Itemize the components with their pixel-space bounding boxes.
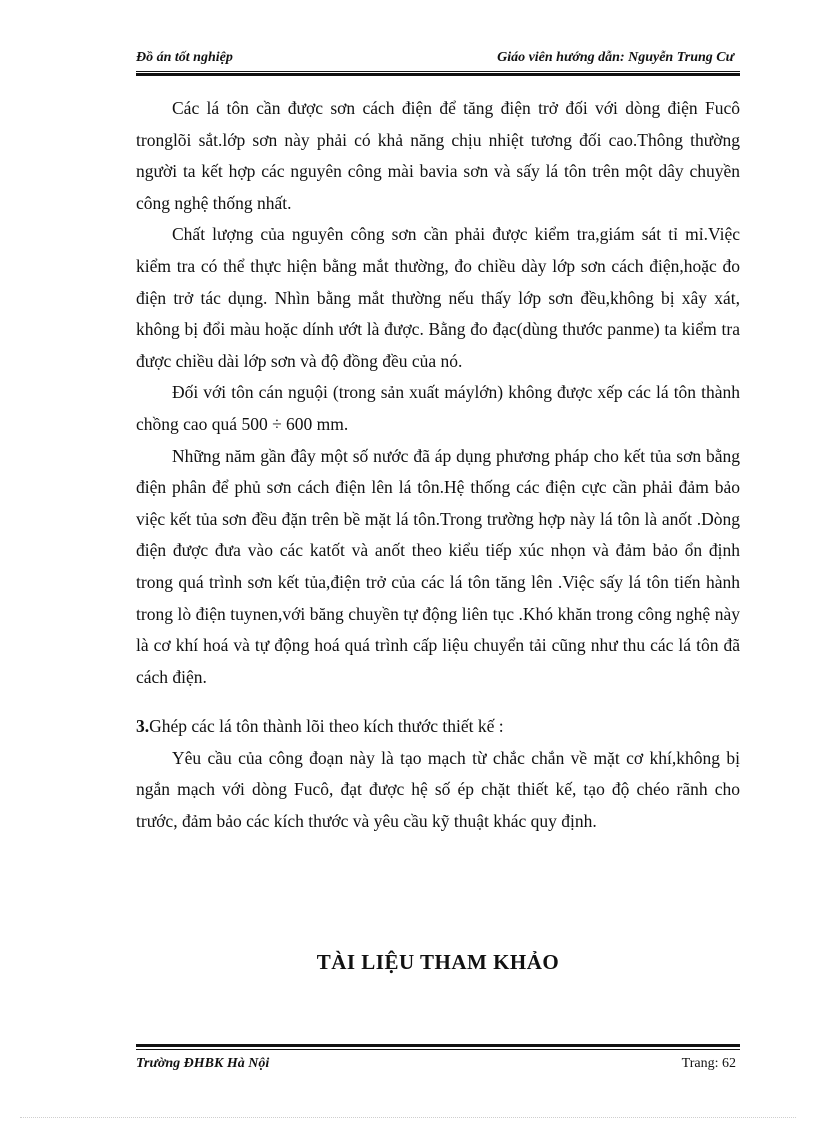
paragraph-2: Chất lượng của nguyên công sơn cần phải được kiểm tra,giám sát tỉ mỉ.Việc kiểm tra có thể thực hiện bằng mắt thường, đo chiều dày lớp sơn cách điện,hoặc đo điện trở tác dụng. Nhìn bằng mắt thường nếu thấy lớp sơn đều,không bị xây xát, không bị đổi màu hoặc dính ướt là được. Bằng đo đạc(dùng thước panme) ta kiểm tra được chiều dài lớp sơn và độ đồng đều của nó. — [136, 224, 740, 371]
section-title: Ghép các lá tôn thành lõi theo kích thước thiết kế : — [149, 716, 504, 737]
document-body — [136, 93, 740, 838]
header-project-title: Đồ án tốt nghiệp — [136, 50, 233, 65]
paragraph-3: Đối với tôn cán nguội (trong sản xuất máylớn) không được xếp các lá tôn thành chồng cao quá 500 ÷ 600 mm. — [136, 382, 740, 434]
footer-rule-thick — [136, 1044, 740, 1047]
section-number: 3. — [136, 716, 150, 737]
header-rule-thin — [136, 71, 740, 72]
paragraph-1: Các lá tôn cần được sơn cách điện để tăng điện trở đối với dòng điện Fucô tronglõi sắt.lớp sơn này phải có khả năng chịu nhiệt tương đối cao.Thông thường người ta kết hợp các nguyên công mài bavia sơn và sấy lá tôn trên một dây chuyền công nghệ thống nhất. — [136, 98, 740, 213]
footer-school: Trường ĐHBK Hà Nội — [136, 1056, 270, 1071]
section-heading — [136, 711, 740, 743]
page-edge-divider — [20, 1117, 796, 1118]
paragraph-4: Những năm gần đây một số nước đã áp dụng phương pháp cho kết tủa sơn bằng điện phân để phủ sơn cách điện lên lá tôn.Hệ thống các điện cực cần phải đảm bảo việc kết tủa sơn đều đặn trên bề mặt lá tôn.Trong trường hợp này lá tôn là anốt .Dòng điện được đưa vào các katốt và anốt theo kiểu tiếp xúc nhọn và đảm bảo ổn định trong quá trình sơn kết tủa,điện trở của các lá tôn tăng lên .Việc sấy lá tôn tiến hành trong lò điện tuynen,với băng chuyền tự động liên tục .Khó khăn trong công nghệ này là cơ khí hoá và tự động hoá quá trình cấp liệu chuyển tải cũng như thu các lá tôn đã cách điện. — [136, 445, 740, 687]
page-header — [136, 50, 736, 70]
header-supervisor: Giáo viên hướng dẫn: Nguyễn Trung Cư — [497, 50, 734, 65]
header-rule-thick — [136, 73, 740, 76]
page-footer — [136, 1056, 740, 1076]
references-title: TÀI LIỆU THAM KHẢO — [316, 950, 560, 974]
section-paragraph: Yêu cầu của công đoạn này là tạo mạch từ chắc chắn về mặt cơ khí,không bị ngắn mạch với dòng Fucô, đạt được hệ số ép chặt thiết kế, tạo độ chéo rãnh cho trước, đảm bảo các kích thước và yêu cầu kỹ thuật khác quy định. — [136, 747, 740, 832]
page-number: Trang: 62 — [681, 1056, 736, 1071]
footer-rule-thin — [136, 1049, 740, 1050]
